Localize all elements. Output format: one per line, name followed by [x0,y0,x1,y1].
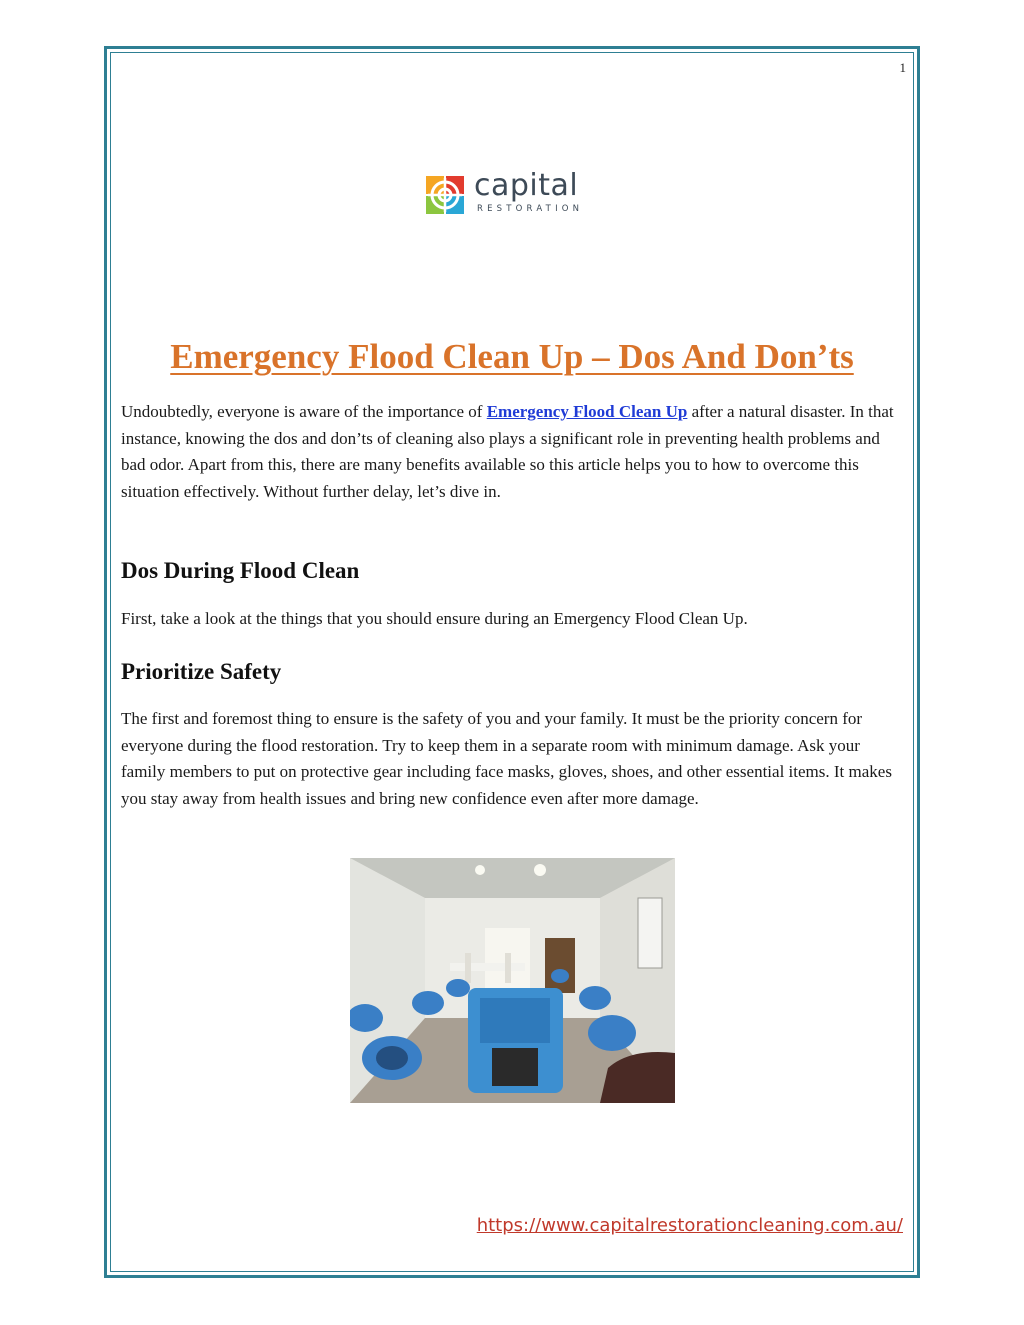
logo-subtitle: RESTORATION [477,204,584,214]
section-body-dos: First, take a look at the things that you should ensure during an Emergency Flood Clean Up. [121,609,748,628]
capital-restoration-logo [420,170,610,220]
logo-wordmark: capital [474,168,579,203]
flood-restoration-photo [350,858,675,1103]
document-title: Emergency Flood Clean Up – Dos And Don’ts [170,337,854,376]
emergency-flood-clean-up-link[interactable]: Emergency Flood Clean Up [486,402,688,421]
intro-text-start: Undoubtedly, everyone is aware of the importance of [121,402,487,421]
section-body-safety: The first and foremost thing to ensure is the safety of you and your family. It must be the priority concern for everyone during the flood restoration. Try to keep them in a separate room with minimum damage. Ask your family members to put on protective gear including face masks, gloves, shoes, and other essential items. It makes you stay away from health issues and bring new confidence even after more damage. [121,709,892,808]
room-with-drying-equipment-image [350,858,675,1103]
intro-paragraph [121,399,905,505]
website-url-link[interactable]: https://www.capitalrestorationcleaning.com.au/ [476,1215,903,1236]
logo-emblem-icon [420,170,470,220]
page-number: 1 [899,60,906,75]
intro-text-end: after a natural disaster. In that instance, knowing the dos and don’ts of cleaning also plays a significant role in preventing health problems and bad odor. Apart from this, there are many benefits available so this article helps you to how to overcome this situation effectively. Without further delay, let’s dive in. [121,402,894,501]
section-heading-safety: Prioritize Safety [121,659,282,684]
section-heading-dos: Dos During Flood Clean [121,558,360,583]
